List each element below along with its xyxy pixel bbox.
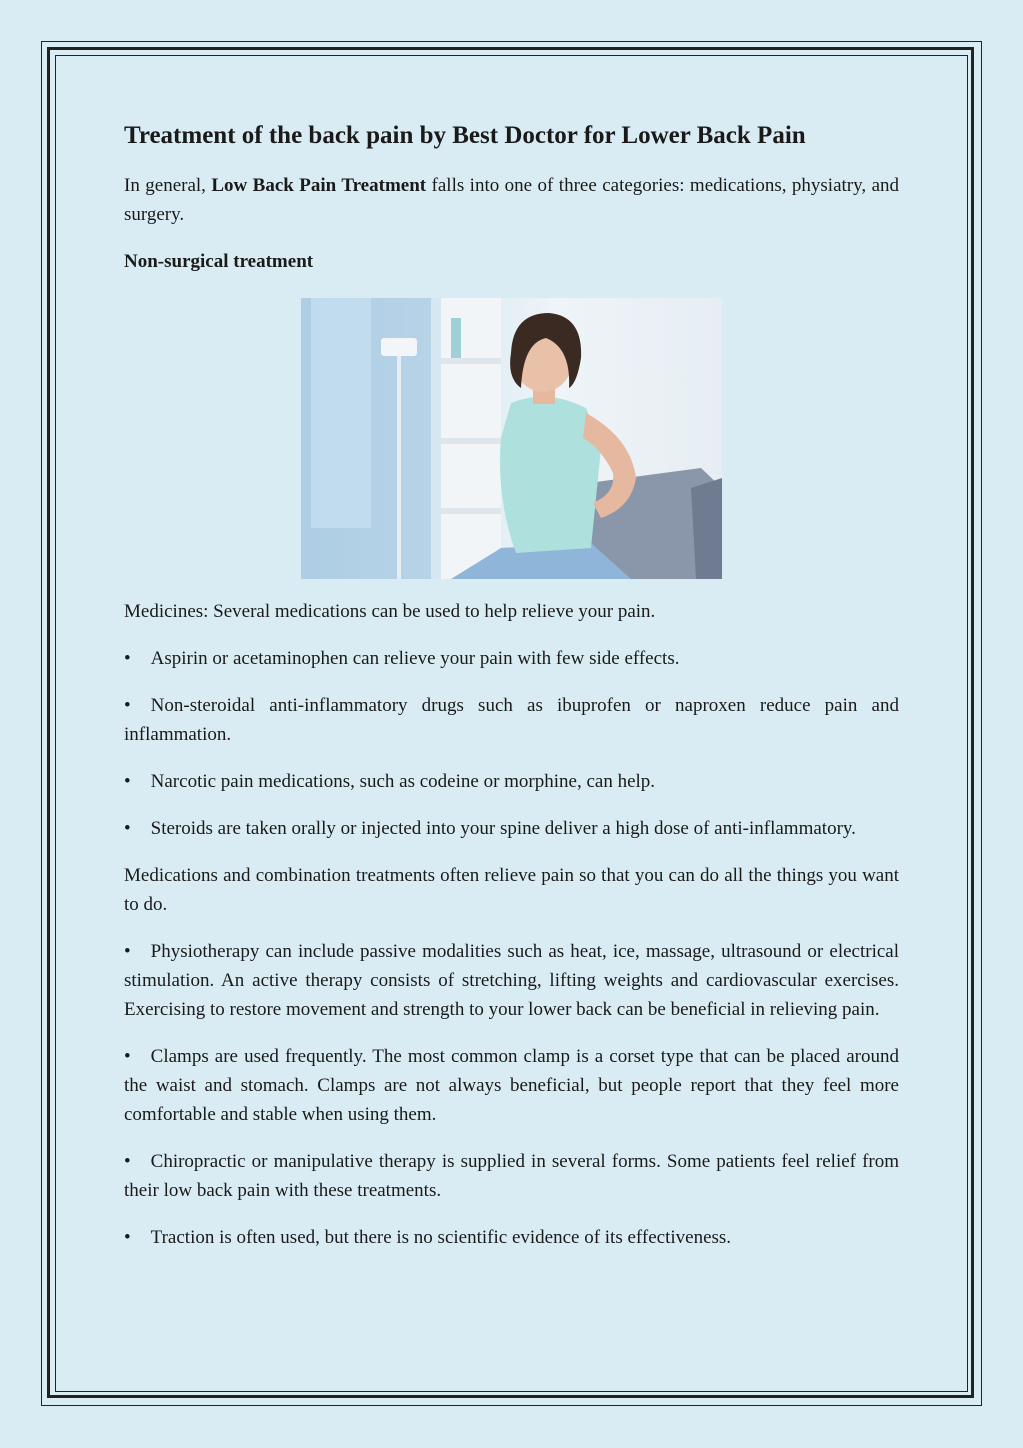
- list-item-text: Narcotic pain medications, such as codeine or morphine, can help.: [150, 770, 656, 792]
- bullet-marker: •: [124, 1045, 131, 1067]
- list-item-nsaid: [124, 691, 899, 749]
- list-item-clamps: [124, 1042, 899, 1129]
- list-item-physiotherapy: [124, 937, 899, 1024]
- page-title: Treatment of the back pain by Best Doctor for Lower Back Pain: [124, 122, 806, 149]
- photo-illustration: [301, 298, 722, 579]
- bullet-marker: •: [124, 940, 131, 962]
- combination-paragraph: Medications and combination treatments often relieve pain so that you can do all the things you want to do.: [124, 864, 899, 915]
- intro-prefix: In general,: [124, 174, 212, 196]
- list-item-traction: [124, 1223, 899, 1252]
- bullet-marker: •: [124, 817, 131, 839]
- document-content: [124, 120, 899, 1270]
- list-item-narcotic: [124, 767, 899, 796]
- list-item-aspirin: [124, 644, 899, 673]
- bullet-marker: •: [124, 1150, 131, 1172]
- list-item-text: Steroids are taken orally or injected into your spine deliver a high dose of anti-inflammatory.: [150, 817, 856, 839]
- section-heading: Non-surgical treatment: [124, 250, 314, 272]
- photo-container: [124, 298, 899, 579]
- list-item-text: Chiropractic or manipulative therapy is supplied in several forms. Some patients feel relief from their low back pain with these treatments.: [124, 1150, 899, 1201]
- intro-suffix: falls into one of three categories: medications, physiatry, and surgery.: [124, 174, 900, 225]
- intro-bold-link: Low Back Pain Treatment: [211, 174, 427, 196]
- bullet-marker: •: [124, 694, 131, 716]
- list-item-steroids: [124, 814, 899, 843]
- list-item-text: Clamps are used frequently. The most common clamp is a corset type that can be placed around the waist and stomach. Clamps are not always beneficial, but people report that they feel more comfortable and stable when using them.: [124, 1045, 899, 1125]
- list-item-text: Non-steroidal anti-inflammatory drugs such as ibuprofen or naproxen reduce pain and inflammation.: [124, 694, 899, 745]
- list-item-chiropractic: [124, 1147, 899, 1205]
- list-item-text: Aspirin or acetaminophen can relieve your pain with few side effects.: [150, 647, 680, 669]
- list-item-text: Physiotherapy can include passive modalities such as heat, ice, massage, ultrasound or electrical stimulation. An active therapy consists of stretching, lifting weights and cardiovascular exercises. Exercising to restore movement and strength to your lower back can be beneficial in relieving pain.: [124, 940, 899, 1020]
- intro-paragraph: [124, 171, 899, 229]
- bullet-marker: •: [124, 1226, 131, 1248]
- medicines-intro: Medicines: Several medications can be used to help relieve your pain.: [124, 600, 656, 622]
- list-item-text: Traction is often used, but there is no scientific evidence of its effectiveness.: [150, 1226, 732, 1248]
- bullet-marker: •: [124, 770, 131, 792]
- woman-back-pain-photo: [301, 298, 722, 579]
- bullet-marker: •: [124, 647, 131, 669]
